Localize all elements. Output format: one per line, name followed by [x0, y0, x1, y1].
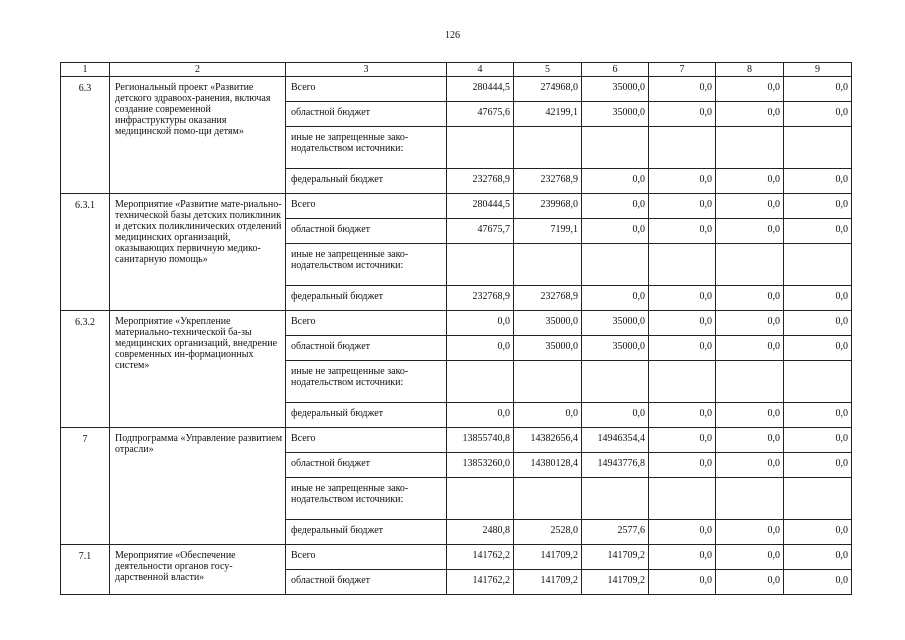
amount-cell: 0,0: [716, 336, 784, 361]
amount-cell: 141709,2: [514, 545, 582, 570]
funding-source: областной бюджет: [286, 336, 447, 361]
table-body: [61, 63, 852, 595]
amount-cell: 13855740,8: [447, 428, 514, 453]
table-row: [61, 545, 852, 570]
amount-cell: 280444,5: [447, 194, 514, 219]
amount-cell: 0,0: [649, 77, 716, 102]
amount-cell: [784, 361, 852, 403]
amount-cell: 0,0: [716, 545, 784, 570]
table-row: [61, 311, 852, 336]
item-name: Мероприятие «Обеспечение деятельности органов госу-дарственной власти»: [110, 545, 286, 595]
amount-cell: [514, 127, 582, 169]
amount-cell: [784, 244, 852, 286]
item-code: 7: [61, 428, 110, 545]
amount-cell: 0,0: [582, 194, 649, 219]
header-cell: 8: [716, 63, 784, 77]
amount-cell: 232768,9: [447, 169, 514, 194]
amount-cell: 7199,1: [514, 219, 582, 244]
amount-cell: [582, 127, 649, 169]
amount-cell: 0,0: [784, 77, 852, 102]
amount-cell: 35000,0: [582, 77, 649, 102]
header-cell: 3: [286, 63, 447, 77]
amount-cell: 0,0: [649, 194, 716, 219]
amount-cell: 0,0: [784, 102, 852, 127]
amount-cell: 0,0: [784, 545, 852, 570]
amount-cell: 0,0: [649, 219, 716, 244]
amount-cell: 0,0: [784, 286, 852, 311]
amount-cell: 141762,2: [447, 545, 514, 570]
amount-cell: 0,0: [716, 77, 784, 102]
amount-cell: 13853260,0: [447, 453, 514, 478]
amount-cell: 0,0: [582, 169, 649, 194]
item-name: Мероприятие «Развитие мате-риально-технической базы детских поликлиник и детских поликлинических отделений медицинских организаций, оказывающих первичную медико-санитарную помощь»: [110, 194, 286, 311]
page-number: 126: [445, 30, 460, 41]
amount-cell: 14382656,4: [514, 428, 582, 453]
amount-cell: 0,0: [582, 219, 649, 244]
item-name: Региональный проект «Развитие детского здравоох-ранения, включая создание современной инфраструктуры оказания медицинской помо-щи детям»: [110, 77, 286, 194]
amount-cell: [784, 478, 852, 520]
amount-cell: 0,0: [784, 453, 852, 478]
funding-source: иные не запрещенные зако-нодательством источники:: [286, 478, 447, 520]
amount-cell: 0,0: [447, 311, 514, 336]
amount-cell: 2480,8: [447, 520, 514, 545]
amount-cell: 0,0: [649, 403, 716, 428]
amount-cell: 0,0: [784, 311, 852, 336]
amount-cell: 232768,9: [514, 169, 582, 194]
amount-cell: 0,0: [447, 403, 514, 428]
funding-source: иные не запрещенные зако-нодательством источники:: [286, 361, 447, 403]
budget-table: [60, 62, 852, 595]
funding-source: иные не запрещенные зако-нодательством источники:: [286, 244, 447, 286]
amount-cell: 0,0: [716, 428, 784, 453]
funding-source: Всего: [286, 77, 447, 102]
amount-cell: 141762,2: [447, 570, 514, 595]
amount-cell: 0,0: [784, 219, 852, 244]
amount-cell: [649, 127, 716, 169]
amount-cell: 0,0: [716, 219, 784, 244]
amount-cell: 0,0: [649, 286, 716, 311]
amount-cell: 0,0: [716, 311, 784, 336]
amount-cell: [716, 478, 784, 520]
header-cell: 4: [447, 63, 514, 77]
amount-cell: 0,0: [582, 286, 649, 311]
amount-cell: 0,0: [716, 169, 784, 194]
amount-cell: 0,0: [649, 520, 716, 545]
amount-cell: 0,0: [514, 403, 582, 428]
amount-cell: [649, 244, 716, 286]
amount-cell: 14943776,8: [582, 453, 649, 478]
amount-cell: 232768,9: [514, 286, 582, 311]
amount-cell: 0,0: [716, 194, 784, 219]
header-cell: 1: [61, 63, 110, 77]
item-code: 6.3.1: [61, 194, 110, 311]
amount-cell: 0,0: [716, 102, 784, 127]
amount-cell: 274968,0: [514, 77, 582, 102]
header-cell: 9: [784, 63, 852, 77]
amount-cell: 141709,2: [514, 570, 582, 595]
amount-cell: [514, 478, 582, 520]
funding-source: Всего: [286, 428, 447, 453]
amount-cell: 0,0: [649, 336, 716, 361]
amount-cell: 232768,9: [447, 286, 514, 311]
amount-cell: [582, 478, 649, 520]
amount-cell: [447, 478, 514, 520]
amount-cell: 141709,2: [582, 545, 649, 570]
amount-cell: 141709,2: [582, 570, 649, 595]
amount-cell: 0,0: [649, 311, 716, 336]
header-cell: 7: [649, 63, 716, 77]
funding-source: федеральный бюджет: [286, 403, 447, 428]
amount-cell: 0,0: [716, 286, 784, 311]
amount-cell: 280444,5: [447, 77, 514, 102]
amount-cell: [514, 244, 582, 286]
amount-cell: [716, 361, 784, 403]
amount-cell: 0,0: [649, 453, 716, 478]
amount-cell: [649, 478, 716, 520]
amount-cell: 35000,0: [582, 311, 649, 336]
amount-cell: [514, 361, 582, 403]
funding-source: областной бюджет: [286, 102, 447, 127]
funding-source: областной бюджет: [286, 453, 447, 478]
amount-cell: 0,0: [447, 336, 514, 361]
table-row: [61, 77, 852, 102]
amount-cell: 0,0: [784, 570, 852, 595]
amount-cell: [582, 244, 649, 286]
amount-cell: 47675,6: [447, 102, 514, 127]
amount-cell: 0,0: [716, 453, 784, 478]
amount-cell: 47675,7: [447, 219, 514, 244]
amount-cell: 0,0: [784, 428, 852, 453]
funding-source: Всего: [286, 311, 447, 336]
header-row: [61, 63, 852, 77]
amount-cell: 0,0: [716, 520, 784, 545]
amount-cell: 0,0: [649, 102, 716, 127]
amount-cell: 2528,0: [514, 520, 582, 545]
amount-cell: 42199,1: [514, 102, 582, 127]
amount-cell: [447, 361, 514, 403]
table-row: [61, 428, 852, 453]
amount-cell: 35000,0: [582, 336, 649, 361]
amount-cell: 0,0: [784, 169, 852, 194]
amount-cell: [447, 127, 514, 169]
amount-cell: [582, 361, 649, 403]
amount-cell: 0,0: [582, 403, 649, 428]
funding-source: федеральный бюджет: [286, 286, 447, 311]
amount-cell: 35000,0: [514, 311, 582, 336]
table-row: [61, 194, 852, 219]
amount-cell: 0,0: [649, 545, 716, 570]
item-code: 6.3.2: [61, 311, 110, 428]
amount-cell: 35000,0: [514, 336, 582, 361]
amount-cell: 14946354,4: [582, 428, 649, 453]
amount-cell: [716, 244, 784, 286]
header-cell: 2: [110, 63, 286, 77]
item-code: 7.1: [61, 545, 110, 595]
amount-cell: 0,0: [649, 428, 716, 453]
amount-cell: 0,0: [784, 520, 852, 545]
amount-cell: 14380128,4: [514, 453, 582, 478]
amount-cell: 0,0: [784, 194, 852, 219]
header-cell: 6: [582, 63, 649, 77]
amount-cell: 0,0: [649, 570, 716, 595]
funding-source: иные не запрещенные зако-нодательством источники:: [286, 127, 447, 169]
funding-source: Всего: [286, 194, 447, 219]
item-code: 6.3: [61, 77, 110, 194]
funding-source: областной бюджет: [286, 570, 447, 595]
funding-source: областной бюджет: [286, 219, 447, 244]
amount-cell: 2577,6: [582, 520, 649, 545]
item-name: Мероприятие «Укрепление материально-технической ба-зы медицинских организаций, внедрение современных ин-формационных систем»: [110, 311, 286, 428]
funding-source: федеральный бюджет: [286, 520, 447, 545]
amount-cell: 0,0: [784, 336, 852, 361]
amount-cell: 0,0: [649, 169, 716, 194]
amount-cell: [649, 361, 716, 403]
amount-cell: 0,0: [784, 403, 852, 428]
amount-cell: 239968,0: [514, 194, 582, 219]
item-name: Подпрограмма «Управление развитием отрасли»: [110, 428, 286, 545]
amount-cell: [784, 127, 852, 169]
amount-cell: 35000,0: [582, 102, 649, 127]
amount-cell: [716, 127, 784, 169]
funding-source: федеральный бюджет: [286, 169, 447, 194]
header-cell: 5: [514, 63, 582, 77]
amount-cell: 0,0: [716, 403, 784, 428]
amount-cell: [447, 244, 514, 286]
amount-cell: 0,0: [716, 570, 784, 595]
funding-source: Всего: [286, 545, 447, 570]
